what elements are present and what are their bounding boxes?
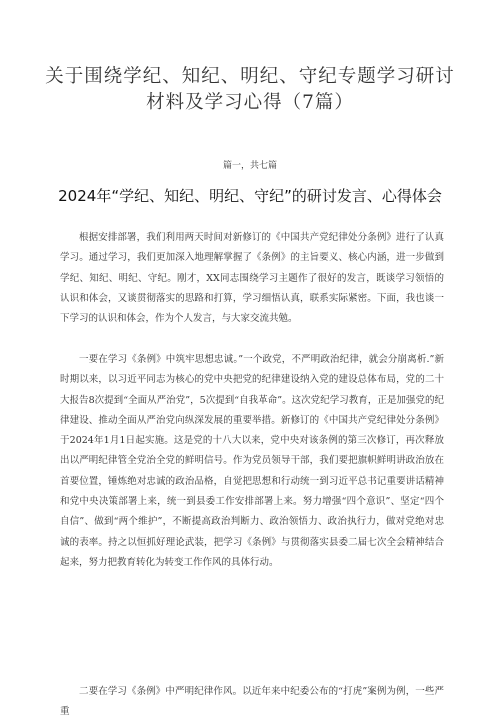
- body-paragraph: 二要在学习《条例》中严明纪律作风。以近年来中纪委公布的“打虎”案例为例，一些严重: [60, 686, 444, 718]
- part-label: 篇一，共七篇: [222, 161, 277, 171]
- document-title: 关于围绕学纪、知纪、明纪、守纪专题学习研讨材料及学习心得（7篇）: [45, 66, 455, 113]
- section-subtitle: 2024年“学纪、知纪、明纪、守纪”的研讨发言、心得体会: [58, 187, 442, 205]
- body-paragraph: 一要在学习《条例》中筑牢思想忠诚。”一个政党，不严明政治纪律，就会分崩离析.”新时期以来，以习近平同志为核心的党中央把党的纪律建设纳入党的建设总体布局，党的二十大报告8次提到“全面从严治党”，5次提到“自我革命”。这次党纪学习教育，正是加强党的纪律建设、推动全面从严治党向纵深发展的重要举措。新修订的《中国共产党纪律处分条例》于2024年1月1日起实施。这是党的十八大以来，党中央对该条例的第三次修订，再次释放出以严明纪律管全党治全党的鲜明信号。作为党员领导干部，我们要把旗帜鲜明讲政治放在首要位置，锤炼绝对忠诚的政治品格，自觉把思想和行动统一到习近平总书记重要讲话精神和党中央决策部署上来，统一到县委工作安排部署上来。努力增强“四个意识”、坚定“四个自信”、做到“两个维护”，不断提高政治判断力、政治领悟力、政治执行力，做对党绝对忠诚的表率。持之以恒抓好理论武装，把学习《条例》与贯彻落实县委二届七次全会精神结合起来，努力把教育转化为转变工作作风的具体行动。: [60, 354, 444, 568]
- body-paragraph-2-container: [60, 350, 444, 573]
- body-paragraph-3-container: [60, 682, 444, 723]
- body-paragraph: 根据安排部署，我们利用两天时间对新修订的《中国共产党纪律处分条例》进行了认真学习。通过学习，我们更加深入地理解掌握了《条例》的主旨要义、核心内涵，进一步做到学纪、知纪、明纪、守纪。刚才，XX同志围绕学习主题作了很好的发言，既谈学习领悟的认识和体会，又谈贯彻落实的思路和打算，学习细悟认真，联系实际紧密。下面，我也谈一下学习的认识和体会，作为个人发言，与大家交流共勉。: [60, 232, 444, 325]
- body-paragraph-1-container: [60, 228, 444, 329]
